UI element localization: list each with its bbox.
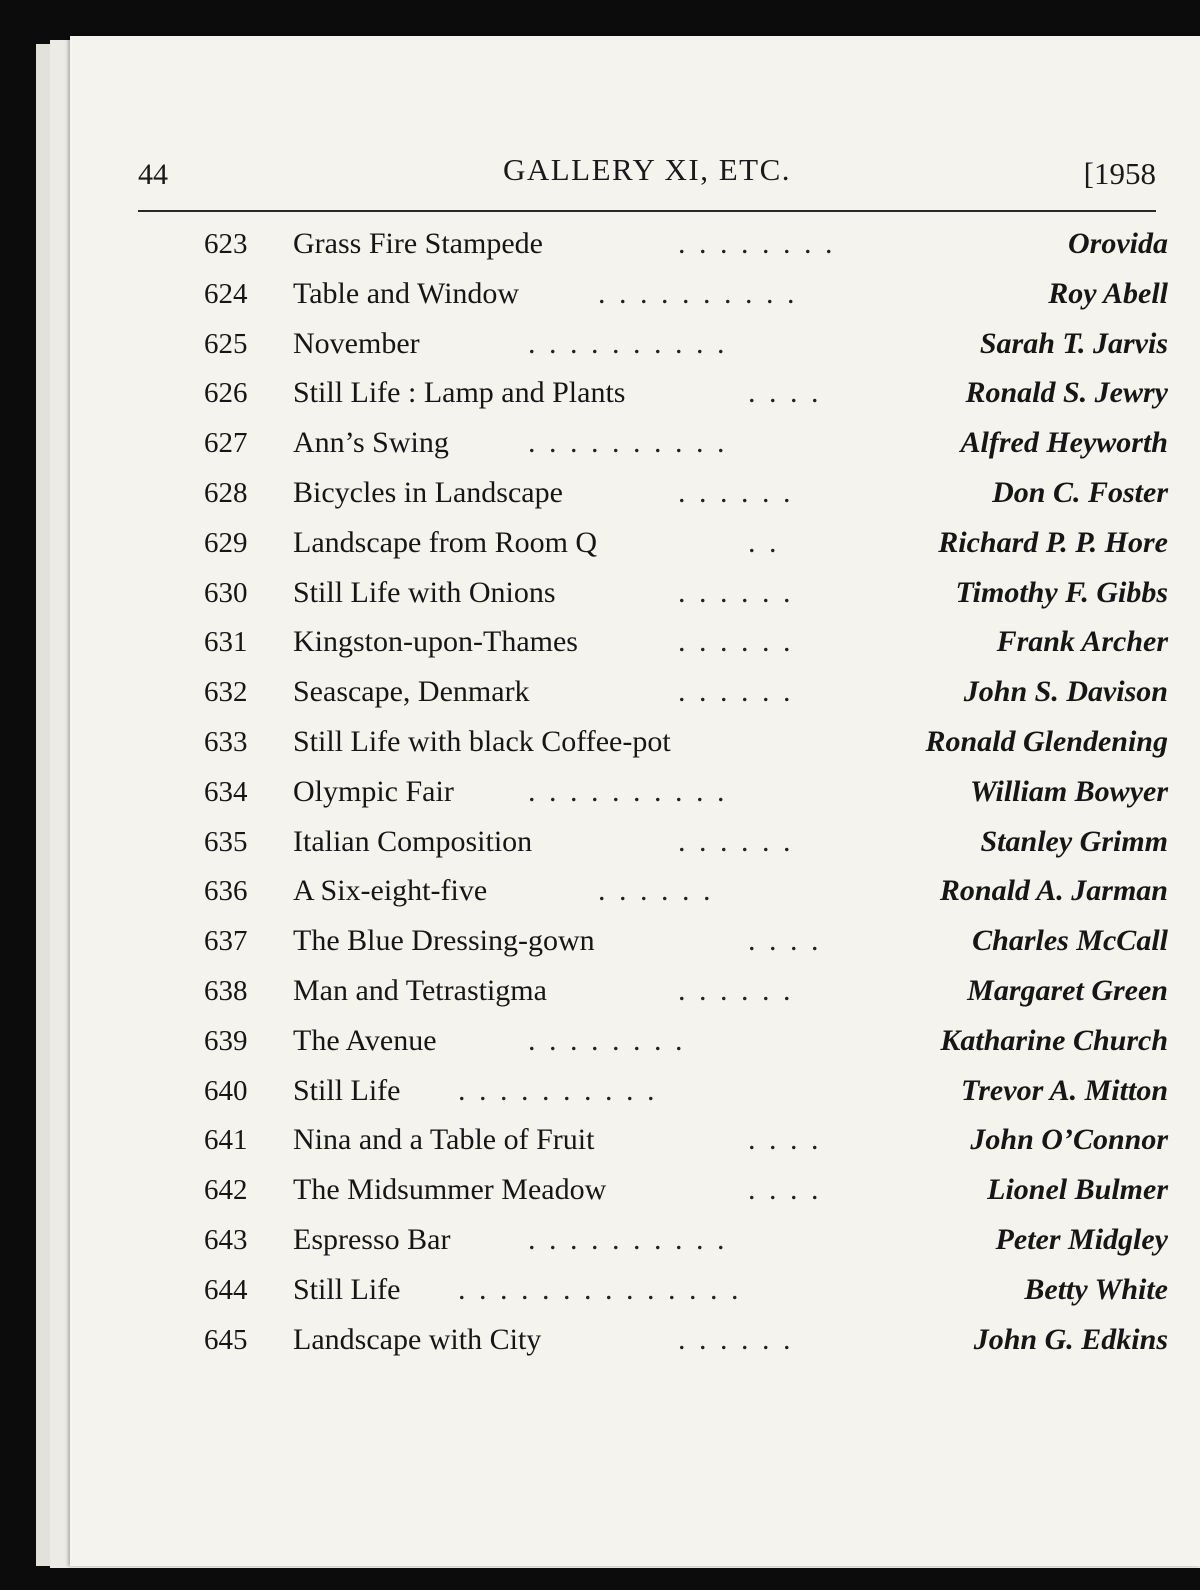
leader-dots: . . . . . . . . . .: [458, 1073, 658, 1107]
catalogue-entry: [138, 718, 1168, 768]
entry-number: 636: [204, 875, 248, 908]
leader-dots: . . . . . . . . . .: [528, 426, 728, 460]
entry-artist: John S. Davison: [963, 675, 1168, 709]
catalogue-entry: [138, 369, 1168, 419]
leader-dots: . . . . . .: [678, 575, 794, 609]
entry-title: A Six-eight-five: [293, 874, 488, 908]
entry-artist: Alfred Heyworth: [960, 426, 1168, 460]
catalogue-entry: [138, 320, 1168, 370]
entry-title: Bicycles in Landscape: [293, 475, 563, 509]
entry-number: 644: [204, 1273, 248, 1306]
catalogue-entry: [138, 1216, 1168, 1266]
running-title: GALLERY XI, ETC.: [502, 152, 792, 187]
entry-number: 633: [204, 725, 248, 758]
running-header: [138, 120, 1156, 210]
entry-artist: Ronald Glendening: [925, 724, 1168, 758]
entry-artist: William Bowyer: [969, 774, 1168, 808]
leader-dots: . .: [748, 525, 780, 559]
entry-number: 641: [204, 1124, 248, 1157]
entry-title: Italian Composition: [293, 824, 533, 858]
entry-artist: Orovida: [1068, 227, 1168, 260]
entry-artist: Ronald S. Jewry: [965, 376, 1168, 410]
entry-title: Nina and a Table of Fruit: [293, 1123, 595, 1157]
leader-dots: . . . . . .: [678, 824, 794, 858]
entry-number: 625: [204, 327, 248, 360]
leader-dots: . . . . . . . .: [678, 227, 836, 260]
entry-title: Kingston-upon-Thames: [293, 625, 578, 659]
entry-artist: Ronald A. Jarman: [939, 874, 1168, 908]
leader-dots: . . . . . . . .: [528, 1023, 686, 1057]
leader-dots: . . . . . . . . . .: [528, 1222, 728, 1256]
entry-title: The Midsummer Meadow: [293, 1173, 607, 1207]
leader-dots: . . . .: [748, 924, 822, 958]
entry-number: 623: [204, 228, 248, 260]
entry-number: 635: [204, 825, 248, 858]
entry-number: 639: [204, 1024, 248, 1057]
entry-artist: John O’Connor: [970, 1123, 1168, 1157]
entry-artist: Betty White: [1024, 1272, 1168, 1306]
catalogue-entry: [138, 1067, 1168, 1117]
entry-title: Still Life with black Coffee-pot: [293, 724, 671, 758]
entry-title: Still Life : Lamp and Plants: [293, 376, 626, 410]
entry-title: Seascape, Denmark: [293, 675, 530, 709]
catalogue-entry: [138, 967, 1168, 1017]
entry-artist: Timothy F. Gibbs: [955, 575, 1168, 609]
catalogue-entry: [138, 419, 1168, 469]
entry-title: Landscape from Room Q: [293, 525, 598, 559]
leader-dots: . . . .: [748, 1173, 822, 1207]
entry-title: Still Life with Onions: [293, 575, 556, 609]
entry-artist: Katharine Church: [940, 1023, 1168, 1057]
leader-dots: . . . . . .: [678, 973, 794, 1007]
page-number: 44: [138, 158, 168, 191]
entry-title: Ann’s Swing: [293, 426, 449, 460]
entry-artist: Peter Midgley: [995, 1222, 1168, 1256]
catalogue-entry: [138, 1266, 1168, 1316]
entry-artist: Don C. Foster: [992, 475, 1168, 509]
header-rule: [138, 210, 1156, 212]
entry-title: The Avenue: [293, 1023, 437, 1057]
catalogue-entry: [138, 1116, 1168, 1166]
leader-dots: . . . . . . . . . . . . . .: [458, 1272, 742, 1306]
catalogue-entry: [138, 1017, 1168, 1067]
entry-artist: Stanley Grimm: [980, 824, 1168, 858]
entry-artist: Sarah T. Jarvis: [979, 326, 1168, 360]
catalogue-entry: [138, 519, 1168, 569]
entry-title: November: [293, 326, 420, 360]
catalogue-entry: [138, 1166, 1168, 1216]
catalogue-entry: [138, 867, 1168, 917]
entry-title: Still Life: [293, 1272, 401, 1306]
catalogue-entry: [138, 1316, 1168, 1366]
entry-number: 629: [204, 526, 248, 559]
entry-artist: John G. Edkins: [973, 1322, 1168, 1356]
catalogue-entry: [138, 768, 1168, 818]
catalogue-entry: [138, 569, 1168, 619]
entry-artist: Lionel Bulmer: [987, 1173, 1168, 1207]
catalogue-entry: [138, 220, 1168, 270]
entry-number: 642: [204, 1174, 248, 1207]
entry-title: Still Life: [293, 1073, 401, 1107]
year-label: [1958: [1083, 156, 1156, 191]
catalogue-entry: [138, 270, 1168, 320]
entry-number: 640: [204, 1074, 248, 1107]
leader-dots: . . . . . .: [598, 874, 714, 908]
entry-number: 632: [204, 676, 248, 709]
leader-dots: . . . . . .: [678, 675, 794, 709]
catalogue-list: [138, 220, 1168, 1365]
leader-dots: . . . .: [748, 376, 822, 410]
entry-number: 637: [204, 925, 248, 958]
leader-dots: . . . . . .: [678, 475, 794, 509]
entry-artist: Trevor A. Mitton: [961, 1073, 1168, 1107]
entry-number: 638: [204, 974, 248, 1007]
catalogue-entry: [138, 469, 1168, 519]
entry-number: 626: [204, 377, 248, 410]
leader-dots: . . . . . . . . . .: [598, 276, 798, 310]
entry-title: Table and Window: [293, 276, 520, 310]
leader-dots: . . . .: [748, 1123, 822, 1157]
leader-dots: . . . . . . . . . .: [528, 326, 728, 360]
entry-number: 634: [204, 775, 248, 808]
entry-title: Landscape with City: [293, 1322, 542, 1356]
leader-dots: . . . . . .: [678, 625, 794, 659]
catalogue-entry: [138, 917, 1168, 967]
leader-dots: . . . . . . . . . .: [528, 774, 728, 808]
catalogue-entry: [138, 668, 1168, 718]
entry-number: 630: [204, 576, 248, 609]
entry-title: Man and Tetrastigma: [293, 973, 547, 1007]
entry-artist: Richard P. P. Hore: [938, 525, 1168, 559]
entry-number: 624: [204, 277, 248, 310]
catalogue-entry: [138, 818, 1168, 868]
entry-artist: Charles McCall: [972, 924, 1168, 958]
entry-title: Espresso Bar: [293, 1222, 451, 1256]
entry-artist: Frank Archer: [996, 625, 1168, 659]
catalogue-entry: [138, 618, 1168, 668]
leader-dots: . . . . . .: [678, 1322, 794, 1356]
entry-artist: Roy Abell: [1048, 276, 1168, 310]
entry-number: 627: [204, 427, 248, 460]
entry-title: Olympic Fair: [293, 774, 454, 808]
entry-number: 631: [204, 626, 248, 659]
entry-number: 643: [204, 1223, 248, 1256]
entry-number: 628: [204, 476, 248, 509]
entry-title: Grass Fire Stampede: [293, 227, 543, 260]
entry-number: 645: [204, 1323, 248, 1356]
entry-title: The Blue Dressing-gown: [293, 924, 595, 958]
entry-artist: Margaret Green: [967, 973, 1168, 1007]
